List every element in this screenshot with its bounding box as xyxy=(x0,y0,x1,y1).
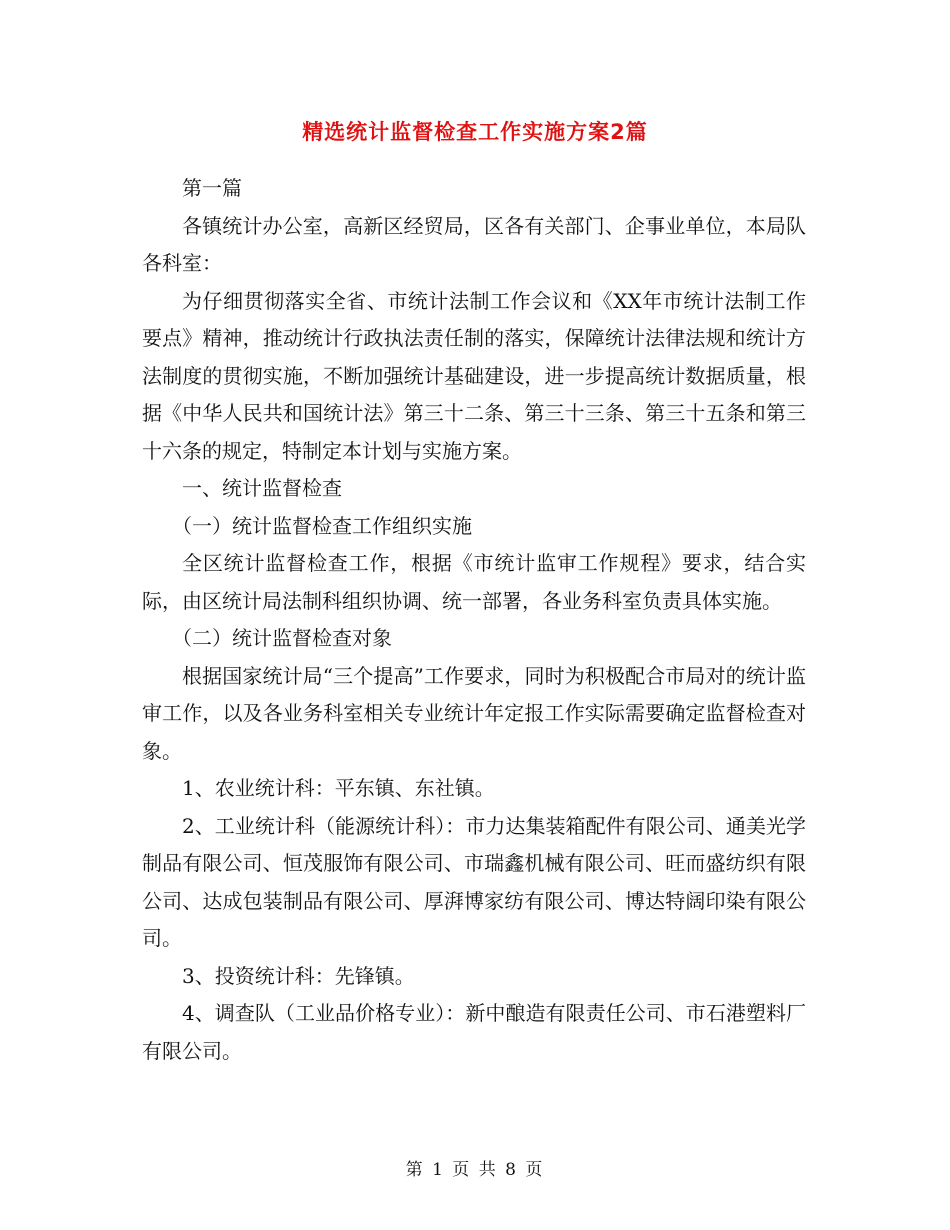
document-body xyxy=(142,170,806,1070)
section-heading-first: 第一篇 xyxy=(182,176,242,200)
list-item-industry: 2、工业统计科（能源统计科）：市力达集装箱配件有限公司、通美光学制品有限公司、恒茂服饰有限公司、市瑞鑫机械有限公司、旺而盛纺织有限公司、达成包装制品有限公司、厚湃博家纺有限公司、博达特阔印染有限公司。 xyxy=(142,813,806,950)
list-item-investment: 3、投资统计科：先锋镇。 xyxy=(182,963,415,988)
salutation-paragraph: 各镇统计办公室，高新区经贸局，区各有关部门、企事业单位，本局队各科室： xyxy=(142,213,806,275)
subheading-organization: （一）统计监督检查工作组织实施 xyxy=(172,513,472,538)
intro-paragraph: 为仔细贯彻落实全省、市统计法制工作会议和《XX年市统计法制工作要点》精神，推动统计行政执法责任制的落实，保障统计法律法规和统计方法制度的贯彻实施，不断加强统计基础建设，进一步提高统计数据质量，根据《中华人民共和国统计法》第三十二条、第三十三条、第三十五条和第三十六条的规定，特制定本计划与实施方案。 xyxy=(142,288,806,463)
heading-statistical-supervision: 一、统计监督检查 xyxy=(182,476,342,500)
list-item-agriculture: 1、农业统计科：平东镇、东社镇。 xyxy=(182,776,495,800)
page-number-footer: 第 1 页 共 8 页 xyxy=(405,1160,545,1180)
organization-paragraph: 全区统计监督检查工作，根据《市统计监审工作规程》要求，结合实际，由区统计局法制科组织协调、统一部署，各业务科室负责具体实施。 xyxy=(142,551,806,613)
subheading-inspection-targets: （二）统计监督检查对象 xyxy=(172,626,392,650)
document-title: 精选统计监督检查工作实施方案2篇 xyxy=(302,120,648,144)
list-item-survey-team: 4、调查队（工业品价格专业）：新中酿造有限责任公司、市石港塑料厂有限公司。 xyxy=(142,1001,806,1063)
targets-paragraph: 根据国家统计局“三个提高”工作要求，同时为积极配合市局对的统计监审工作，以及各业务科室相关专业统计年定报工作实际需要确定监督检查对象。 xyxy=(142,663,806,763)
